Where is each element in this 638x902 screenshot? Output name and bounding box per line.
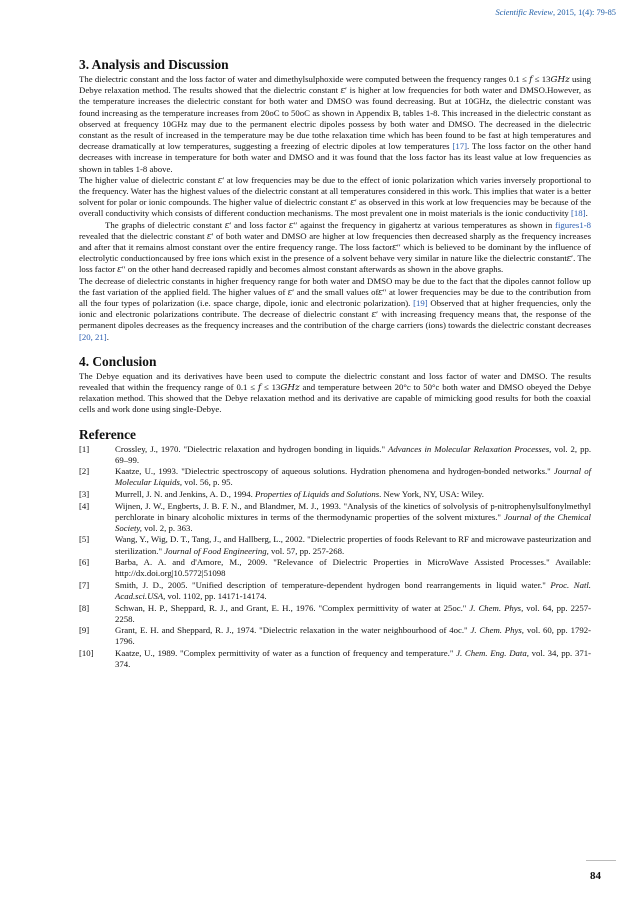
journal-citation: 2015, 1(4): 79-85 bbox=[557, 8, 616, 17]
reference-item bbox=[79, 534, 591, 556]
reference-item bbox=[79, 603, 591, 625]
text-run: vol. 2, p. 363. bbox=[141, 522, 193, 533]
footer-rule bbox=[586, 860, 616, 861]
text-run: The graphs of dielectric constant 𝜀′ and loss factor 𝜀′′ against the frequency in gigahertz at various temperatures as shown in bbox=[105, 219, 556, 230]
section-references bbox=[79, 427, 591, 670]
reference-text bbox=[115, 648, 591, 670]
reference-text bbox=[115, 557, 591, 579]
reference-number: [1] bbox=[79, 443, 90, 454]
reference-text bbox=[115, 444, 591, 466]
reference-number: [10] bbox=[79, 647, 94, 658]
reference-text bbox=[115, 534, 591, 556]
reference-item bbox=[79, 489, 591, 500]
italic-text: J. Chem. Phys, bbox=[469, 602, 524, 613]
text-run: Schwan, H. P., Sheppard, R. J., and Grant, E. H., 1976. "Complex permittivity of water at 25oc." bbox=[115, 602, 470, 613]
italic-text: Journal of Food Engineering, bbox=[164, 545, 269, 556]
reference-item bbox=[79, 557, 591, 579]
reference-text bbox=[115, 580, 591, 602]
reference-item bbox=[79, 466, 591, 488]
section-analysis bbox=[79, 57, 591, 343]
text-run: vol. 2, pp. 69–99. bbox=[115, 443, 592, 465]
text-run: Grant, E. H. and Sheppard, R. J., 1974. "Dielectric relaxation in the water neighbourhood of 4oc." bbox=[115, 625, 471, 636]
text-run: Murrell, J. N. and Jenkins, A. D., 1994. bbox=[115, 489, 255, 500]
reference-number: [2] bbox=[79, 466, 90, 477]
section-heading: Reference bbox=[79, 426, 136, 442]
text-run: vol. 56, p. 95. bbox=[182, 477, 233, 488]
text-run: vol. 1102, pp. 14171-14174. bbox=[165, 590, 267, 601]
italic-text: Proc. Natl. Acad.sci.USA, bbox=[115, 579, 591, 601]
text-run: . The loss factor on the other hand decreases with increase in temperature for both water and DMSO and it was found that the loss factor has its least value at low frequencies as shown in tables 1-8 above. bbox=[79, 141, 592, 174]
citation-link[interactable]: [19] bbox=[413, 298, 428, 309]
reference-text bbox=[115, 489, 591, 500]
running-header bbox=[496, 8, 616, 17]
italic-text: Properties of Liquids and Solutions bbox=[255, 489, 380, 500]
reference-text bbox=[115, 625, 591, 647]
reference-list bbox=[79, 444, 591, 670]
paragraph bbox=[79, 220, 591, 276]
text-run: vol. 34, pp. 371-374. bbox=[115, 647, 591, 669]
reference-number: [8] bbox=[79, 602, 90, 613]
citation-link[interactable]: [20, 21] bbox=[79, 331, 107, 342]
header-separator: , bbox=[552, 8, 558, 17]
reference-item bbox=[79, 625, 591, 647]
reference-text bbox=[115, 603, 591, 625]
reference-number: [6] bbox=[79, 557, 90, 568]
paragraph bbox=[79, 175, 591, 220]
italic-text: Journal of the Chemical Society, bbox=[115, 511, 591, 533]
page-content bbox=[79, 57, 591, 671]
text-run: The Debye equation and its derivatives have been used to compute the dielectric constant and loss factor of water and DMSO. The results revealed that within the frequency range of 0.1 ≤ 𝑓 ≤ 13𝐺𝐻𝑧 and temperature between 20°c to 50°c both water and DMSO obeyed the Debye relaxation method. This showed that the Debye relaxation method and its derivative are capable of mimicking good results for both the coaxial cells and work done using single-Debye. bbox=[79, 370, 591, 415]
text-run: The decrease of dielectric constants in higher frequency range for both water and DMSO may be due to the fact that the dipoles cannot follow up the fast variation of the applied field. The higher values of 𝜀′ and the small values of𝜀′′ at lower frequencies may be due to the contribution from all the four types of polarization (i.e. space charge, dipole, ionic and electronic polarization). bbox=[79, 275, 591, 309]
reference-text bbox=[115, 466, 591, 488]
reference-item bbox=[79, 444, 591, 466]
italic-text: J. Chem. Eng. Data, bbox=[456, 647, 529, 658]
text-run: Barba, A. A. and d'Amore, M., 2009. "Relevance of Dielectric Properties in MicroWave Assisted Processes." Available: http://dx.doi.org|10.5772|51098 bbox=[115, 557, 591, 579]
text-run: . bbox=[585, 208, 588, 219]
reference-text bbox=[115, 501, 591, 534]
text-run: Kaatze, U., 1989. "Complex permittivity of water as a function of frequency and temperature." bbox=[115, 647, 457, 658]
journal-name: Scientific Review bbox=[495, 8, 553, 17]
reference-number: [3] bbox=[79, 489, 90, 500]
section-heading: 4. Conclusion bbox=[79, 353, 157, 369]
text-run: Observed that at higher frequencies, only the ionic and electronic polarizations contribute. The decrease of dielectric constant 𝜀′ with increasing frequency means that, the response of the permanent dipoles decreases as the frequency increases and the contribution of the charge carriers (ions) towards the dielectric constant decreases bbox=[79, 298, 591, 331]
citation-link[interactable]: [18] bbox=[571, 208, 586, 219]
reference-number: [7] bbox=[79, 579, 90, 590]
paragraph bbox=[79, 371, 591, 416]
text-run: The higher value of dielectric constant 𝜀′ at low frequencies may be due to the effect of ionic polarization which varies inversely proportional to the frequency. Water has the highest values of the dielectric constant at all temperatures considered in this work. This implies that water is a better solvent for polar or ionic compounds. The higher value of dielectric constant 𝜀′ as observed in this work at low frequencies may be because of the overall conductivity which consists of different conduction mechanisms. The most prevalent one in moist materials is the ionic conductivity bbox=[79, 174, 591, 219]
italic-text: Advances in Molecular Relaxation Processes, bbox=[387, 443, 552, 454]
paragraph bbox=[79, 276, 591, 343]
reference-number: [9] bbox=[79, 625, 90, 636]
reference-item bbox=[79, 580, 591, 602]
text-run: vol. 57, pp. 257-268. bbox=[268, 545, 345, 556]
reference-item bbox=[79, 501, 591, 534]
text-run: vol. 60, pp. 1792-1796. bbox=[115, 625, 591, 647]
reference-number: [4] bbox=[79, 500, 90, 511]
text-run: . New York, NY, USA: Wiley. bbox=[379, 489, 484, 500]
italic-text: Journal of Molecular Liquids, bbox=[115, 466, 592, 488]
page-number: 84 bbox=[590, 870, 601, 882]
text-run: The dielectric constant and the loss factor of water and dimethylsulphoxide were computed between the frequency ranges 0.1 ≤ 𝑓 ≤ 13𝐺𝐻𝑧 using Debye relaxation method. The results showed that the dielectric constant 𝜀′ is higher at low frequencies for both water and DMSO.However, as the temperature increases the dielectric constant for both water and DMSO was found decreasing. But at 10GHz, the dielectric constant was found increasing as the temperature increases from 20oC to 50oC as shown in Appendix B, tables 1-8. This increased in the dielectric constant as observed at frequency 10GHz may due to the permanent electric dipoles possess by both water and DMSO. The decreased in the dielectric constant as the result of increased in the temperature may be due tothe relaxation time which has been found to be fast at high temperatures and decrease dramatically at low temperatures, suggesting a freezing of electric dipoles at low temperatures bbox=[79, 74, 591, 152]
italic-text: J. Chem. Phys, bbox=[470, 625, 524, 636]
text-run: Wijnen, J. W., Engberts, J. B. F. N., and Blandmer, M. J., 1993. "Analysis of the kinetics of solvolysis of p-nitrophenylsulfonylmethyl perchlorate in binary alcoholic mixtures in terms of the thermodynamic properties of the solvent mixtures." bbox=[115, 500, 591, 522]
section-conclusion bbox=[79, 354, 591, 416]
reference-number: [5] bbox=[79, 534, 90, 545]
citation-link[interactable]: figures1-8 bbox=[555, 219, 591, 230]
text-run: Smith, J. D., 2005. "Unified description of temperature-dependent hydrogen bond rearrangements in liquid water." bbox=[115, 579, 551, 590]
text-run: Wang, Y., Wig, D. T., Tang, J., and Hallberg, L., 2002. "Dielectric properties of foods Relevant to RF and microwave pasteurization and sterilization." bbox=[115, 534, 591, 556]
citation-link[interactable]: [17] bbox=[452, 141, 467, 152]
section-heading: 3. Analysis and Discussion bbox=[79, 57, 229, 72]
text-run: vol. 64, pp. 2257-2258. bbox=[115, 602, 591, 624]
text-run: Kaatze, U., 1993. "Dielectric spectroscopy of aqueous solutions. Hydration phenomena and hydrogen-bonded networks." bbox=[115, 466, 554, 477]
reference-item bbox=[79, 648, 591, 670]
paragraph bbox=[79, 74, 591, 175]
text-run: Crossley, J., 1970. "Dielectric relaxation and hydrogen bonding in liquids." bbox=[115, 443, 388, 454]
text-run: revealed that the dielectric constant 𝜀′ of both water and DMSO are higher at low frequencies then decreased sharply as the frequency increases and after that it remains almost constant over the entire frequency range. The loss factor𝜀′′ which is believed to be dominant by the influence of electrolytic conductioncaused by free ions which exist in the presence of a solvent behave very similar in nature like the dielectric constant𝜀′. The loss factor 𝜀′′ on the other hand decreased rapidly and becomes almost constant afterwards as shown in the above graphs. bbox=[79, 230, 591, 275]
text-run: . bbox=[106, 331, 109, 342]
